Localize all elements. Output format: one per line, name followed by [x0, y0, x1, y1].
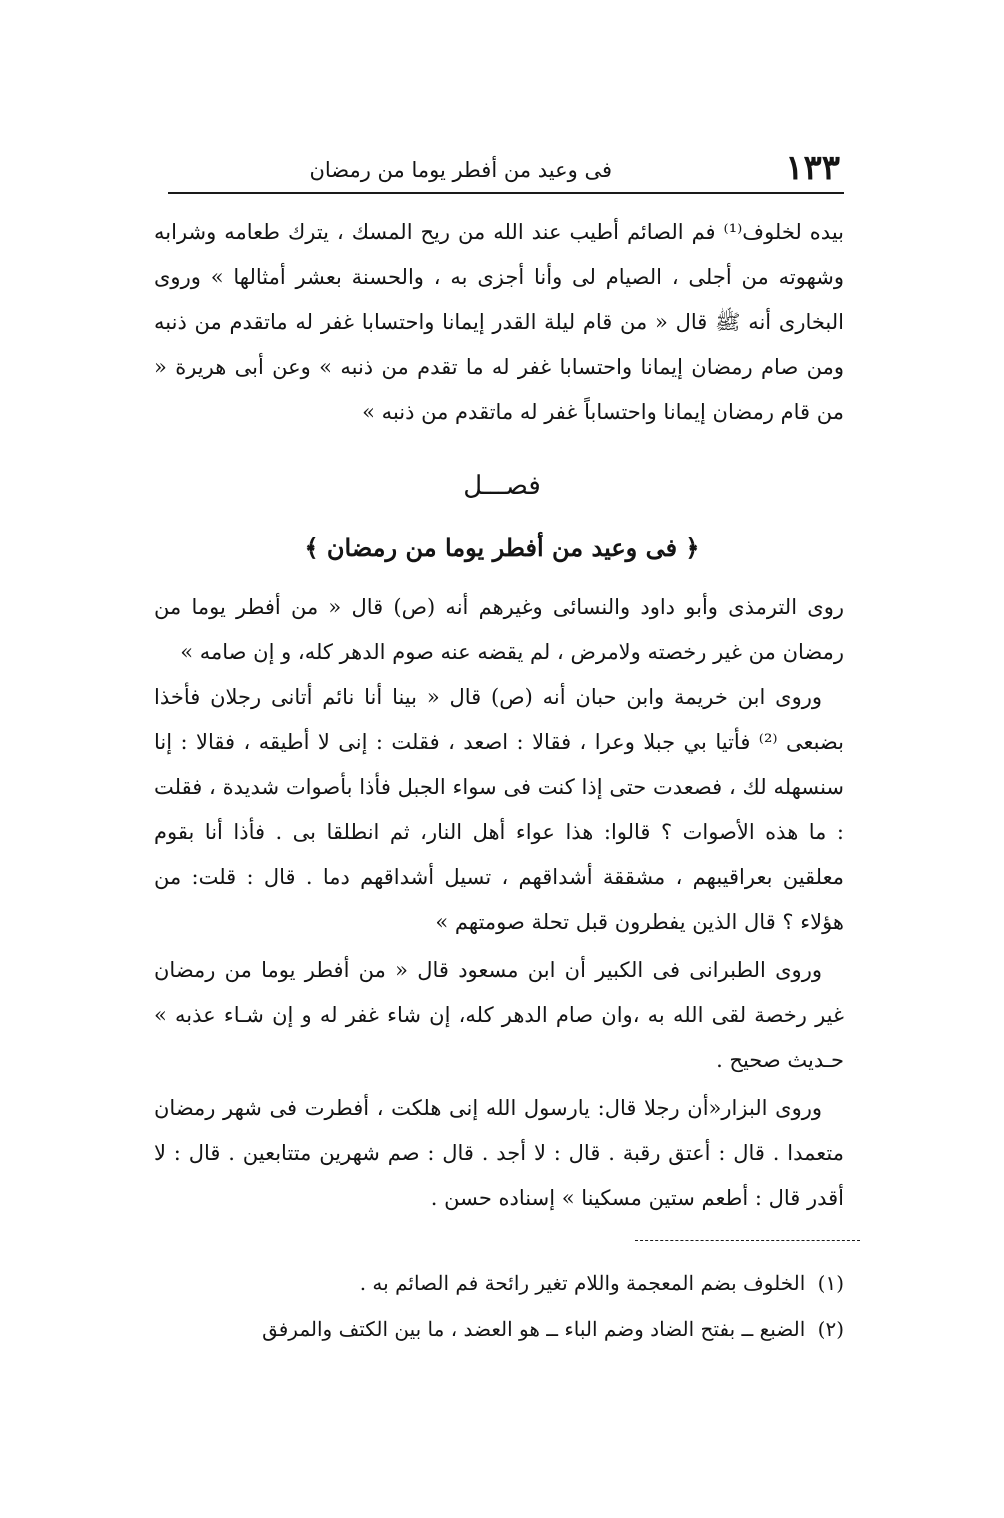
hadith-paragraphs: [154, 585, 844, 1221]
footnote-separator: [635, 1240, 860, 1241]
section-label: فصـــل: [463, 471, 541, 501]
paragraph-ibn-khuzaymah: وروى ابن خريمة وابن حبان أنه (ص) قال « بينا أنا نائم أتانى رجلان فأخذا بضبعى ⁽²⁾ فأتيا بي جبلا وعرا ، فقالا : اصعد ، فقلت : إنى لا أطيقه ، فقالا : إنا سنسهله لك ، فصعدت حتى إذا كنت فى سواء الجبل فأذا بأصوات شديدة ، فقلت : ما هذه الأصوات ؟ قالوا: هذا عواء أهل النار، ثم انطلقا بى . فأذا أنا بقوم معلقين بعراقيبهم ، مشققة أشداقهم ، تسيل أشداقهم دما . قال : قلت: من هؤلاء ؟ قال الذين يفطرون قبل تحلة صومتهم »: [154, 685, 844, 934]
footnote-2-text: الضبع ــ بفتح الضاد وضم الباء ــ هو العضد ، ما بين الكتف والمرفق: [262, 1317, 806, 1341]
page-header: [168, 148, 844, 194]
footnote-1-text: الخلوف بضم المعجمة واللام تغير رائحة فم الصائم به .: [359, 1271, 806, 1295]
section-title: ﴿ فى وعيد من أفطر يوما من رمضان ﴾: [304, 533, 700, 562]
page-number: ١٣٣: [785, 148, 840, 188]
footnote-2-number: (٢): [817, 1317, 844, 1341]
intro-paragraph: بيده لخلوف⁽¹⁾ فم الصائم أطيب عند الله من ريح المسك ، يترك طعامه وشرابه وشهوته من أجلى ، الصيام لى وأنا أجزى به ، والحسنة بعشر أمثالها » وروى البخارى أنه ﷺ قال « من قام ليلة القدر إيمانا واحتسابا غفر له ماتقدم من ذنبه ومن صام رمضان إيمانا واحتسابا غفر له ما تقدم من ذنبه » وعن أبى هريرة « من قام رمضان إيمانا واحتساباً غفر له ماتقدم من ذنبه »: [154, 220, 844, 424]
intro-paragraph-block: [154, 210, 844, 435]
footnote-2: [154, 1306, 844, 1352]
paragraph-bazzar: وروى البزار«أن رجلا قال: يارسول الله إنى هلكت ، أفطرت فى شهر رمضان متعمدا . قال : أعتق رقبة . قال : لا أجد . قال : صم شهرين متتابعين . قال : لا أقدر قال : أطعم ستين مسكينا » إسناده حسن .: [154, 1096, 844, 1210]
paragraph-tirmidhi: روى الترمذى وأبو داود والنسائى وغيرهم أنه (ص) قال « من أفطر يوما من رمضان من غير رخصته ولامرض ، لم يقضه عنه صوم الدهر كله، و إن صامه »: [154, 595, 844, 664]
running-title: فى وعيد من أفطر يوما من رمضان: [309, 158, 612, 182]
footnote-1: [154, 1260, 844, 1306]
footnote-1-number: (١): [817, 1271, 844, 1295]
paragraph-tabarani: وروى الطبرانى فى الكبير أن ابن مسعود قال « من أفطر يوما من رمضان غير رخصة لقى الله به ،وان صام الدهر كله، إن شاء غفر له و إن شـاء عذبه » حـديث صحيح .: [154, 958, 844, 1072]
footnotes: [154, 1260, 844, 1352]
